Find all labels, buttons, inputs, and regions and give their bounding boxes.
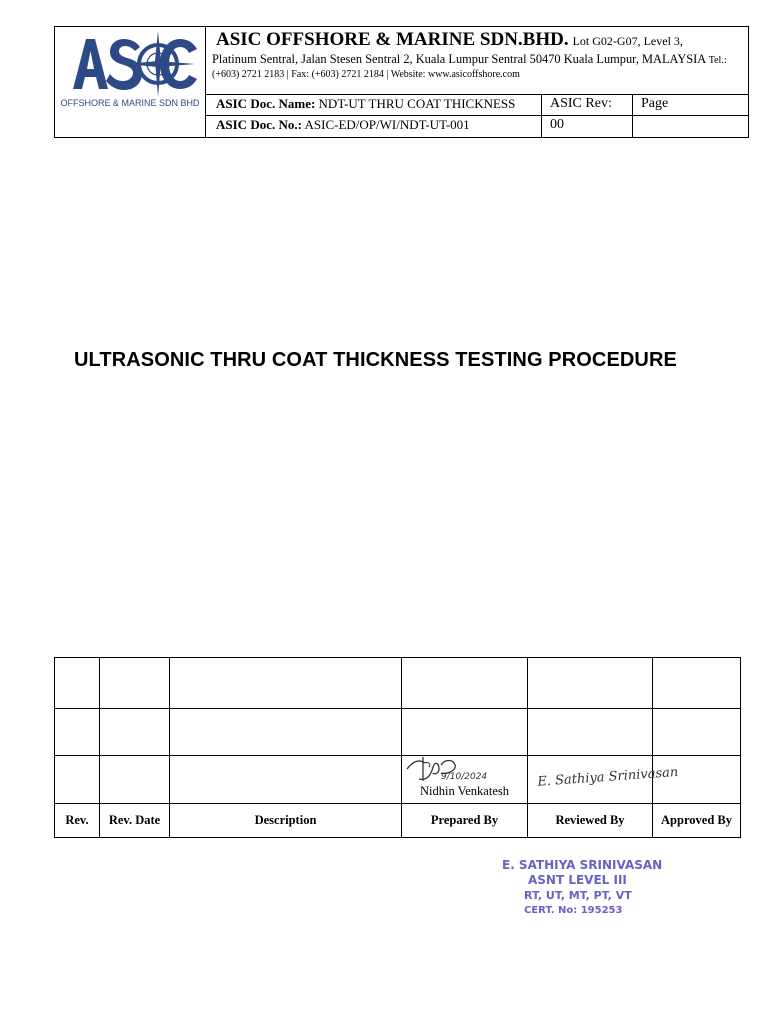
header-approved-by: Approved By: [661, 813, 732, 827]
company-name: ASIC OFFSHORE & MARINE SDN.BHD.: [216, 29, 569, 50]
reviewed-by-signature: [531, 754, 679, 794]
prepared-by-name: Nidhin Venkatesh: [420, 784, 509, 798]
stamp-line-3: RT, UT, MT, PT, VT: [524, 889, 632, 902]
tel-label: Tel.:: [708, 55, 727, 66]
address-part2: Platinum Sentral, Jalan Stesen Sentral 2, Kuala Lumpur Sentral 50470 Kuala Lumpur, MALAYSIA: [212, 52, 706, 66]
doc-name-label: ASIC Doc. Name:: [216, 96, 316, 111]
contact-info: (+603) 2721 2183 | Fax: (+603) 2721 2184 | Website: www.asicoffshore.com: [212, 69, 520, 80]
prepared-signature-date: 9/10/2024: [441, 772, 488, 782]
header-description: Description: [254, 813, 317, 827]
certification-stamp: [498, 855, 663, 917]
revision-table: [54, 657, 741, 838]
logo-cell: [55, 27, 206, 137]
company-logo: [55, 27, 206, 137]
page-value: [633, 116, 748, 118]
document-title: ULTRASONIC THRU COAT THICKNESS TESTING PROCEDURE: [74, 349, 677, 371]
doc-name-cell: [208, 95, 541, 113]
stamp-line-1: E. SATHIYA SRINIVASAN: [502, 858, 663, 872]
header-rev: Rev.: [65, 813, 89, 827]
document-header: [54, 26, 749, 138]
rev-value: 00: [550, 117, 564, 132]
rev-label: ASIC Rev:: [550, 96, 612, 111]
page-label: Page: [641, 96, 669, 111]
stamp-line-4: CERT. No: 195253: [524, 905, 623, 916]
stamp-line-2: ASNT LEVEL III: [528, 873, 627, 887]
header-prepared-by: Prepared By: [430, 813, 499, 827]
doc-no-label: ASIC Doc. No.:: [216, 117, 302, 132]
reviewed-signature-text: E. Sathiya Srinivasan: [536, 764, 679, 790]
company-info: [206, 27, 748, 95]
doc-no-cell: [208, 116, 541, 134]
header-rev-date: Rev. Date: [108, 813, 161, 827]
rev-row-line: [55, 708, 740, 709]
address-part1: Lot G02-G07, Level 3,: [572, 34, 683, 48]
doc-no-value: ASIC-ED/OP/WI/NDT-UT-001: [304, 117, 470, 132]
prepared-by-signature: [405, 755, 525, 787]
logo-subtitle: OFFSHORE & MARINE SDN BHD: [60, 98, 200, 108]
header-reviewed-by: Reviewed By: [555, 813, 625, 827]
doc-name-value: NDT-UT THRU COAT THICKNESS: [318, 96, 516, 111]
